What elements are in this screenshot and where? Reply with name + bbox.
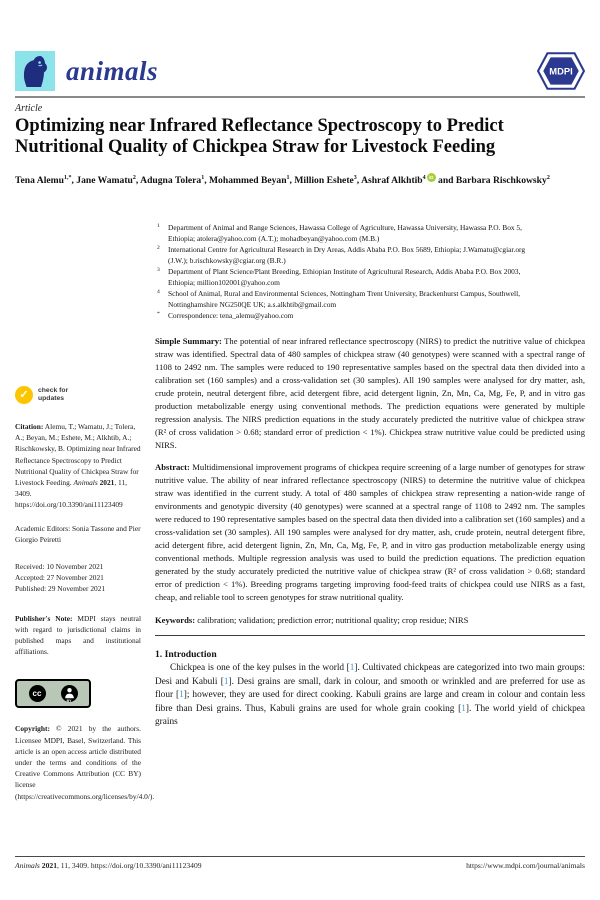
- affiliations: [155, 222, 537, 321]
- check-updates-label: check for updates: [38, 387, 69, 402]
- abstract-label: Abstract:: [155, 462, 190, 472]
- footer: [15, 861, 585, 870]
- citation-doi-link[interactable]: https://doi.org/10.3390/ani11123409: [15, 500, 123, 510]
- author: Ashraf Alkhtib$^4$ iD: [361, 175, 438, 186]
- main-column: [155, 222, 585, 802]
- received-date: Received: 10 November 2021: [15, 562, 104, 572]
- citation-block: [15, 421, 141, 511]
- copyright-label: Copyright:: [15, 724, 50, 734]
- footer-citation: Animals 2021, 11, 3409. https://doi.org/10.3390/ani11123409: [15, 861, 202, 870]
- footer-doi-link[interactable]: https://doi.org/10.3390/ani11123409: [90, 861, 202, 870]
- accepted-date: Accepted: 27 November 2021: [15, 573, 104, 583]
- author: Adugna Tolera$^1$,: [140, 175, 209, 187]
- dates-block: [15, 561, 141, 595]
- footer-rule: [15, 856, 585, 857]
- reference-link[interactable]: 1: [223, 676, 229, 687]
- citation-label: Citation:: [15, 422, 44, 431]
- affiliation-item: 4 School of Animal, Rural and Environmental Sciences, Nottingham Trent University, Brackenhurst Campus, Southwell, Nottinghamshire NG250QE UK; a.s.alkhtib@gmail.com: [157, 289, 520, 309]
- keywords-label: Keywords:: [155, 615, 196, 625]
- simple-summary: Simple Summary: The potential of near infrared reflectance spectroscopy (NIRS) to predict the nutritive value of chickpea straw was identified. Spectral data of 480 samples of chickpea straw (40 genotypes) were scanned with a spectral range of 1108 to 2492 nm. The samples were reduced to 190 representative samples based on the spectral data then divided into a calibration set (160 samples) and a cross-validation set (30 samples). All 190 samples were analysed for dry matter, ash, crude protein, neutral detergent fibre, acid detergent fibre, acid detergent lignin, Zn, Mn, Ca, Mg, Fe, P, and in vitro gas production metabolizable energy using conventional methods. The prediction equations were generated by multiple regression analysis. The NIRS prediction equations in the study accurately predicted the nutritive value of chickpea straw (R² of cross validation > 0.68; standard error of prediction < 1%). Chickpea straw nutritive value could be predicted using NIRS.: [155, 336, 586, 450]
- author: and Barbara Rischkowsky$^2$: [438, 175, 550, 187]
- cc-by-license-badge[interactable]: [15, 679, 91, 708]
- cc-by-person-icon: [61, 685, 78, 702]
- reference-link[interactable]: 1: [179, 690, 184, 701]
- affiliation-item: 2 International Centre for Agricultural Research in Dry Areas, Addis Ababa P.O. Box 5689, Ethiopia; J.Wamatu@cgiar.org (J.W.); b.rischkowsky@cgiar.org (B.R.): [157, 245, 526, 265]
- affiliation-item: 1 Department of Animal and Range Sciences, Hawassa College of Agriculture, Hawassa University, Hawassa P.O. Box 5, Ethiopia; atolera@yahoo.com (A.T.); mohadbeyan@yahoo.com (M.B.): [157, 223, 522, 243]
- content-row: [15, 222, 585, 802]
- author: Tena Alemu$^{1,*}$,: [15, 175, 77, 187]
- publishers-note: Publisher's Note: MDPI stays neutral with regard to jurisdictional claims in published maps and institutional affiliations.: [15, 613, 141, 657]
- academic-editors: Academic Editors: Sonia Tassone and Pier Giorgio Peiretti: [15, 523, 141, 544]
- keywords-divider: [155, 635, 585, 636]
- keywords: Keywords: calibration; validation; prediction error; nutritional quality; crop residue; NIRS: [155, 615, 469, 625]
- author: Million Eshete$^3$,: [294, 175, 362, 187]
- copyright-block: Copyright: © 2021 by the authors. Licensee MDPI, Basel, Switzerland. This article is an open access article distributed under the terms and conditions of the Creative Commons Attribution (CC BY) license (https://creativecommons.org/licenses/by/4.0/).: [15, 724, 155, 801]
- reference-link[interactable]: 1: [461, 703, 466, 714]
- journal-logo: [15, 51, 158, 91]
- citation-year: 2021: [99, 478, 115, 488]
- correspondence-item: * Correspondence: tena_alemu@yahoo.com: [157, 311, 294, 320]
- check-for-updates-badge[interactable]: [15, 386, 93, 404]
- author: Jane Wamatu$^2$,: [76, 175, 141, 187]
- citation-volume: , 11, 3409.: [15, 478, 128, 499]
- mdpi-logo-icon: [537, 52, 585, 90]
- header: [15, 48, 585, 94]
- sidebar: [15, 222, 155, 802]
- animals-monkey-icon: [15, 51, 55, 91]
- orcid-icon[interactable]: iD: [427, 173, 436, 182]
- abstract: Abstract: Multidimensional improvement programs of chickpea require screening of a large number of genotypes for straw nutritive value. The ability of near infrared reflectance spectroscopy (NIRS) to determine the nutritive value of chickpea straw was identified in the current study. A total of 480 samples of chickpea straw representing a nation-wide range of environments and genotypic diversity (40 genotypes) were scanned at a spectral range of 1108 to 2492 nm. The samples were reduced to 190 representative samples based on the spectral data then divided into a calibration set (160 samples) and a cross-validation set (30 samples). All 190 samples were analysed for dry matter, ash, crude protein, neutral detergent fibre, acid detergent fibre, acid detergent lignin, Zn, Mn, Ca, Mg, Fe, P, and in vitro gas production metabolizable energy using conventional methods. Multiple regression analysis was used to build the prediction equations. The prediction equation generated by the study accurately predicted the nutritive value of chickpea straw (R² of cross validation > 0.68; standard error of prediction < 1%). Breeding programs targeting improving food-feed traits of chickpea could use NIRS as a fast, cheap, and reliable tool to screen genotypes for straw nutritional quality.: [155, 462, 585, 602]
- cc-icon: cc: [29, 685, 46, 702]
- affiliation-item: 3 Department of Plant Science/Plant Breeding, Ethiopian Institute of Agricultural Research, Addis Ababa P.O. Box 2003, Ethiopia; million102001@yahoo.com: [157, 267, 521, 287]
- header-rule: [15, 96, 585, 98]
- mdpi-logo-text: MDPI: [549, 65, 573, 77]
- journal-name: animals: [66, 55, 159, 86]
- reference-link[interactable]: 1: [349, 663, 355, 673]
- citation-journal: Animals: [73, 478, 100, 488]
- check-icon: ✓: [15, 386, 33, 404]
- cc-by-label: BY: [66, 698, 72, 703]
- authors-line: [15, 171, 585, 188]
- publishers-note-label: Publisher's Note:: [15, 613, 73, 623]
- author: Mohammed Beyan$^1$,: [209, 175, 295, 187]
- section-heading-introduction: 1. Introduction: [155, 649, 217, 660]
- article-type-label: Article: [15, 103, 43, 114]
- simple-summary-label: Simple Summary:: [155, 336, 222, 346]
- footer-journal-url[interactable]: https://www.mdpi.com/journal/animals: [466, 861, 585, 870]
- published-date: Published: 29 November 2021: [15, 584, 106, 594]
- introduction-paragraph: Chickpea is one of the key pulses in the world [1]. Cultivated chickpeas are categorized into two main groups: Desi and Kabuli [1]. Desi grains are small, dark in colour, and smooth or wrinkled and are preferred for use as flour [1]; however, they are used for direct cooking. Kabuli grains are large and cream in colour and contain less fibre than Desi grains. Thus, Kabuli grains are used for whole grain cooking [1]. The world yield of chickpea grains: [155, 663, 586, 728]
- citation-text: Alemu, T.; Wamatu, J.; Tolera, A.; Beyan, M.; Eshete, M.; Alkhtib, A.; Rischkowsky, B. Optimizing near Infrared Reflectance Spectroscopy to Predict Nutritional Quality of Chickpea Straw for Livestock Feeding.: [15, 422, 141, 488]
- page-title: Optimizing near Infrared Reflectance Spectroscopy to Predict Nutritional Quality of Chickpea Straw for Livestock Feeding: [15, 116, 504, 157]
